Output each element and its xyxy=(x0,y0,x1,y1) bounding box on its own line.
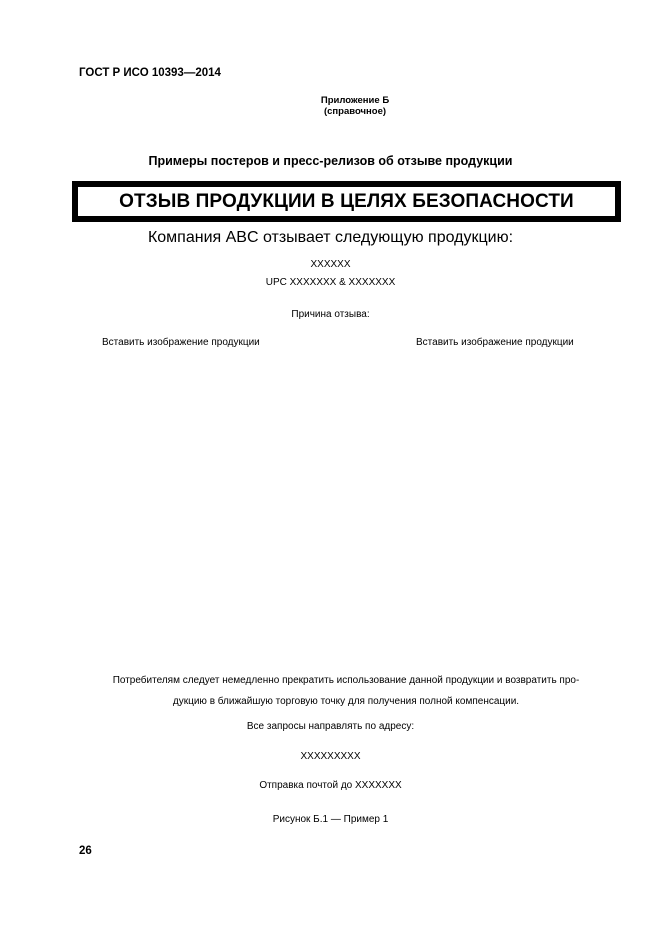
document-id: ГОСТ Р ИСО 10393—2014 xyxy=(79,67,221,79)
page-number: 26 xyxy=(79,845,92,857)
recall-banner xyxy=(72,181,621,222)
requests-label: Все запросы направлять по адресу: xyxy=(246,721,415,732)
notice-line-1: Потребителям следует немедленно прекратить использование данной продукции и возвратить про- xyxy=(112,675,580,686)
section-subtitle: Примеры постеров и пресс-релизов об отзыве продукции xyxy=(148,154,513,168)
recall-reason-label: Причина отзыва: xyxy=(291,309,370,320)
company-line: Компания ABC отзывает следующую продукцию: xyxy=(147,229,514,246)
upc-line: UPC XXXXXXX & XXXXXXX xyxy=(265,277,396,288)
notice-line-2: дукцию в ближайшую торговую точку для получения полной компенсации. xyxy=(172,696,520,707)
image-placeholder-right: Вставить изображение продукции xyxy=(416,337,574,348)
appendix-title: Приложение Б xyxy=(320,95,390,106)
appendix-heading xyxy=(290,95,420,117)
mailing-deadline: Отправка почтой до XXXXXXX xyxy=(259,780,402,791)
image-placeholder-left: Вставить изображение продукции xyxy=(102,337,260,348)
figure-caption: Рисунок Б.1 — Пример 1 xyxy=(272,814,389,825)
appendix-type: (справочное) xyxy=(323,106,387,117)
product-code: XXXXXX xyxy=(310,259,351,270)
contact-address: XXXXXXXXX xyxy=(300,751,361,762)
consumer-notice xyxy=(82,670,610,712)
banner-text: ОТЗЫВ ПРОДУКЦИИ В ЦЕЛЯХ БЕЗОПАСНОСТИ xyxy=(119,190,574,212)
